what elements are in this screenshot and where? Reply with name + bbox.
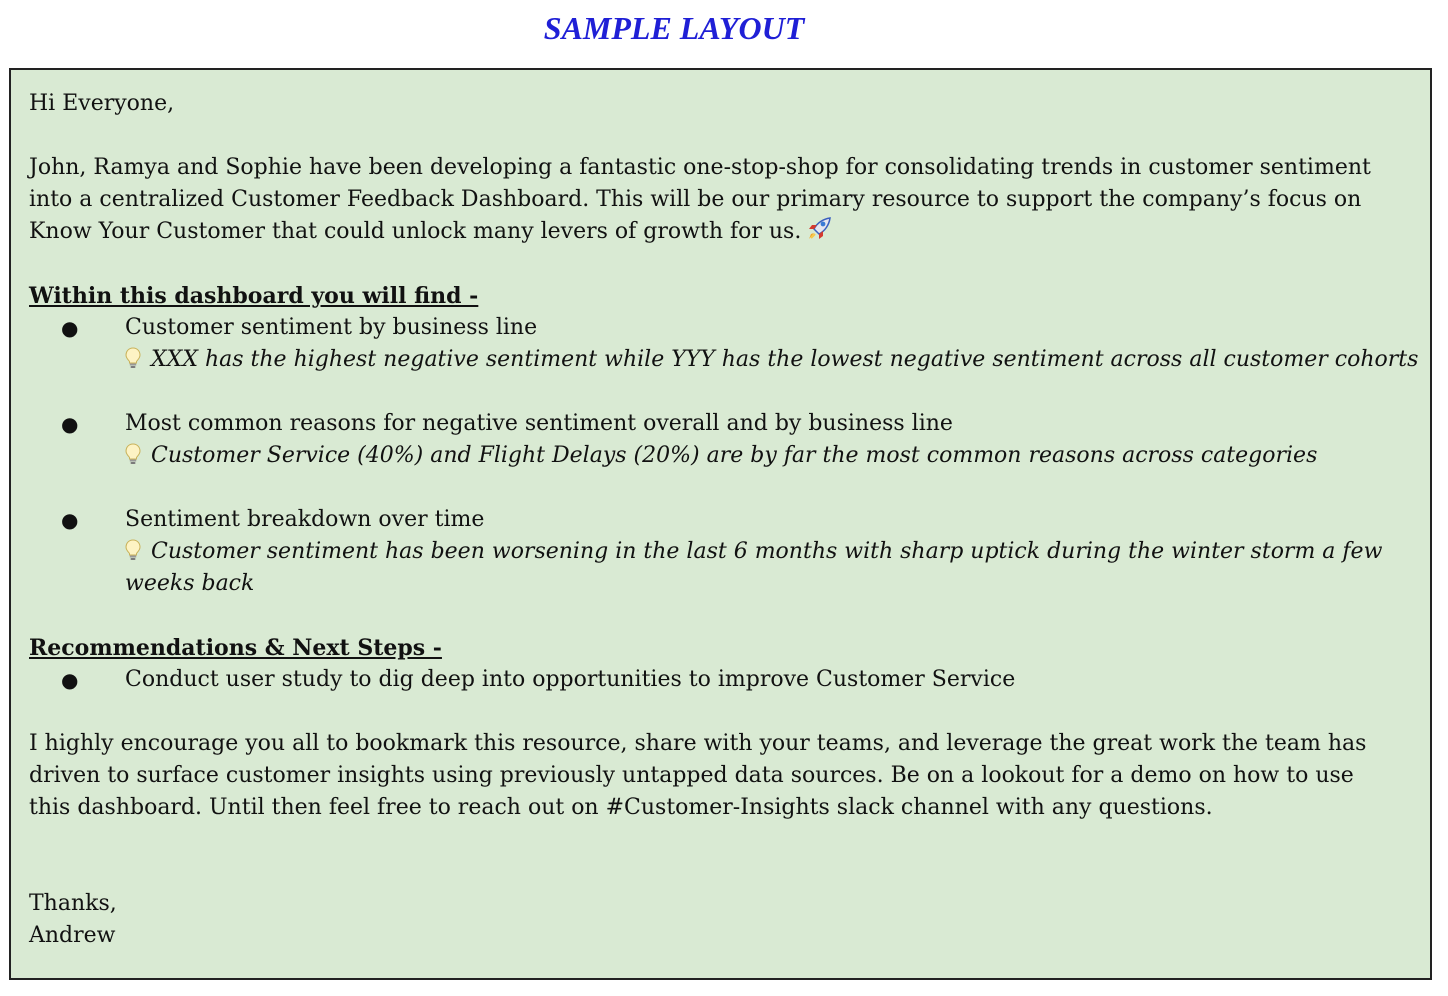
lightbulb-icon — [125, 539, 141, 561]
closing-line-2: driven to surface customer insights using previously untapped data sources. Be on a lookout for a demo on how to use — [29, 763, 1354, 788]
bullet-dot: ● — [61, 668, 79, 692]
bullet-dot: ● — [61, 412, 79, 436]
lightbulb-icon — [125, 443, 141, 465]
page-title: SAMPLE LAYOUT — [543, 10, 805, 46]
finding-label: Sentiment breakdown over time — [125, 507, 485, 532]
finding-note-text: Customer sentiment has been worsening in the last 6 months with sharp uptick during the winter storm a few — [151, 539, 1383, 564]
intro-line-3: Know Your Customer that could unlock many levers of growth for us. — [29, 219, 802, 244]
finding-note-3-continued: weeks back — [125, 571, 255, 596]
finding-note-3 — [29, 536, 1418, 568]
finding-item-3 — [29, 504, 1418, 536]
finding-label: Most common reasons for negative sentiment overall and by business line — [125, 411, 953, 436]
closing-line-3: this dashboard. Until then feel free to reach out on #Customer-Insights slack channel with any questions. — [29, 795, 1213, 820]
recommendations-heading: Recommendations & Next Steps - — [29, 635, 442, 661]
finding-note-text: Customer Service (40%) and Flight Delays (20%) are by far the most common reasons across categories — [151, 443, 1318, 468]
rocket-icon — [805, 216, 833, 242]
email-body-box — [9, 68, 1432, 980]
finding-note-2 — [29, 440, 1418, 472]
finding-item-1 — [29, 312, 1418, 344]
findings-heading: Within this dashboard you will find - — [29, 283, 479, 309]
signoff: Thanks, — [29, 891, 117, 916]
recommendation-item-1 — [29, 664, 1418, 696]
bullet-dot: ● — [61, 508, 79, 532]
finding-note-1 — [29, 344, 1418, 376]
recommendation-label: Conduct user study to dig deep into opportunities to improve Customer Service — [125, 667, 1016, 692]
signature: Andrew — [29, 923, 116, 948]
greeting: Hi Everyone, — [29, 91, 175, 116]
finding-note-text: XXX has the highest negative sentiment while YYY has the lowest negative sentiment across all customer cohorts — [151, 347, 1419, 372]
closing-line-1: I highly encourage you all to bookmark this resource, share with your teams, and leverage the great work the team has — [29, 731, 1367, 756]
lightbulb-icon — [125, 347, 141, 369]
email-content — [29, 88, 1418, 952]
finding-item-2 — [29, 408, 1418, 440]
intro-line-2: into a centralized Customer Feedback Dashboard. This will be our primary resource to support the company’s focus on — [29, 187, 1362, 212]
intro-line-1: John, Ramya and Sophie have been developing a fantastic one-stop-shop for consolidating trends in customer sentiment — [29, 155, 1371, 180]
bullet-dot: ● — [61, 316, 79, 340]
finding-label: Customer sentiment by business line — [125, 315, 538, 340]
